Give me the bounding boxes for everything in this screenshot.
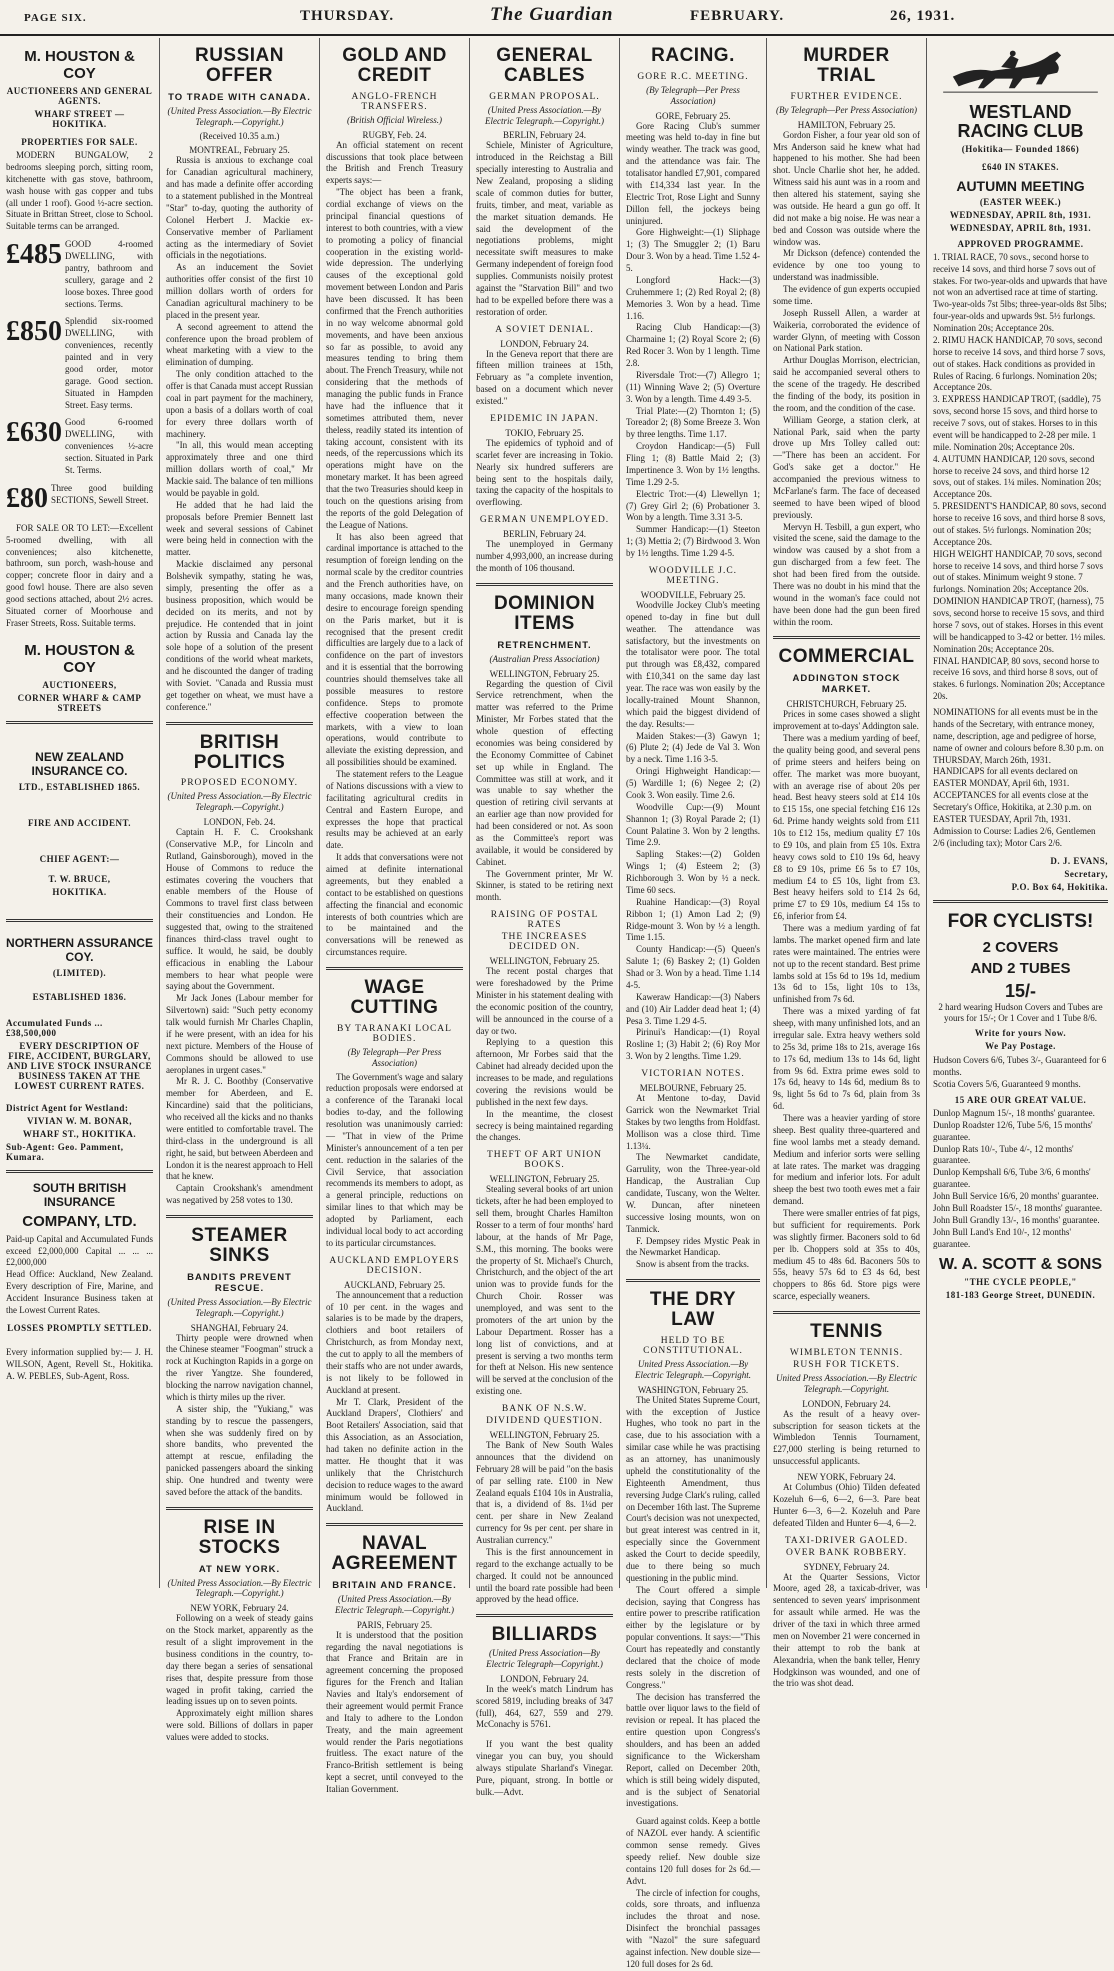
dateline: WASHINGTON, February 25. — [637, 1384, 749, 1395]
article-paragraph: This is the first announcement in regard to the exchange actually to be charged. It could not be announced until the board rate possible had been approved by the head office. — [476, 1546, 613, 1605]
chief-agent-name: T. W. BRUCE, — [48, 873, 111, 884]
divider — [773, 1311, 920, 1314]
subhead-proposed-economy: PROPOSED ECONOMY. — [180, 778, 299, 789]
scott-sons-heading: W. A. SCOTT & SONS — [939, 1256, 1102, 1274]
race-result: Sapling Stakes:—(2) Golden Wings 1; (4) Esteem 2; (3) Richborough 3. Won by ½ a neck. Time 60 secs. — [626, 849, 760, 895]
headline-tennis: TENNIS — [810, 1321, 883, 1343]
scott-address: 181-183 George Street, DUNEDIN. — [945, 1290, 1096, 1301]
cover-price-item: Dunlop Magnum 15/-, 18 months' guarantee. — [933, 1107, 1095, 1118]
houston-address: WHARF STREET — HOKITIKA. — [34, 109, 125, 129]
divider — [6, 1170, 153, 1173]
race-event: 5. PRESIDENT'S HANDICAP, 80 sovs, second horse to receive 16 sovs, and third horse 8 sovs, out of stakes. 5½ furlongs. Nomination 20s; Acceptance 20s. — [933, 501, 1107, 547]
district-agent-label: District Agent for Westland: — [6, 1102, 129, 1113]
divider — [6, 721, 153, 724]
property-for-sale-or-let: FOR SALE OR TO LET:—Excellent 5-roomed dwelling, with all conveniences; also kitchenette, bathroom, sun porch, wash-house and copper; concrete floor in dairy and a good fowl house. There are also seven good sections attached, about 2½ acres. Situated corner of Moorhouse and Fraser Streets, Ross. Suitable terms. — [6, 522, 153, 628]
race-result: Trial Plate:—(2) Thornton 1; (5) Toreador 2; (8) Some Breeze 3. Won by three lengths. Time 1.17. — [626, 405, 760, 440]
two-tubes: AND 2 TUBES — [970, 959, 1071, 977]
northern-established: ESTABLISHED 1836. — [32, 991, 127, 1002]
properties-heading: PROPERTIES FOR SALE. — [21, 137, 138, 147]
dateline: BERLIN, February 24. — [503, 529, 586, 540]
article-paragraph: A second agreement to attend the conference upon the broad problem of wheat marketing with a view to the elimination of dumping. — [166, 321, 313, 368]
article-paragraph: The Government printer, Mr W. Skinner, is stated to be retiring next month. — [476, 868, 613, 903]
advert-nazol-2: The circle of infection for coughs, colds, sore throats, and influenza includes the throat and nose. Disinfect the bronchial passages with "Nazol" the sure safeguard against infection. New double size—120 full doses for 2s 6d. — [626, 1887, 760, 1969]
approved-programme: APPROVED PROGRAMME. — [957, 238, 1084, 249]
source-line: (By Telegraph—Per Press Association) — [646, 84, 740, 106]
article-paragraph: The evidence of gun experts occupied some time. — [773, 284, 920, 306]
property-485 — [6, 239, 153, 310]
race-result: Ruahine Handicap:—(3) Royal Ribbon 1; (1) Amon Lad 2; (9) Ridge-mount 3. Won by ½ a length. Time 1.15. — [626, 896, 760, 943]
sub-agent: Sub-Agent: Geo. Pamment, Kumara. — [6, 1141, 124, 1162]
source-line: (United Press Association.—By Electric Telegraph.—Copyright.) — [167, 105, 312, 127]
article-paragraph: He added that he had laid the proposals before Premier Bennett last week and several sessions of Cabinet were being held in connection with the matter. — [166, 499, 313, 558]
article-paragraph: The unemployed in Germany number 4,993,000, an increase during the month of 106 thousand. — [476, 539, 613, 573]
race-result: Summer Handicap:—(1) Steeton 1; (3) Mettia 2; (7) Birdwood 3. Won by 1½ lengths. Time 1.29 4-5. — [626, 524, 760, 559]
stakes-total: £640 IN STAKES. — [981, 161, 1060, 172]
article-paragraph: Mr T. Clark, President of the Auckland Drapers', Clothiers' and Boot Retailers' Association, said that this Association, as an Association, had taken no definite action in the matter. He thought that it was unlikely that the Christchurch decision to reduce wages to the award minimum would be followed in Auckland. — [326, 1396, 463, 1514]
article-paragraph: The decision has transferred the battle over liquor laws to the field of revision or repeal. It has placed the entire question upon Congress's shoulders, and has been an added significance to the Wickersham Report, called on December 20th, which is still being widely disputed, and is the subject of Senatorial investigations. — [626, 1691, 760, 1809]
cover-price-item: Scotia Covers 5/6, Guaranteed 9 months. — [933, 1079, 1081, 1090]
subhead-bank-nsw: BANK OF N.S.W. — [501, 1404, 588, 1415]
article-paragraph: Approximately eight million shares were sold. Billions of dollars in paper values were added to stocks. — [166, 1708, 313, 1742]
source-line: United Press Association.—By Electric Telegraph.—Copyright. — [776, 1373, 917, 1394]
subhead-new-york: AT NEW YORK. — [198, 1563, 281, 1575]
source-line: (United Press Association.—By Electric Telegraph.—Copyright.) — [167, 1577, 312, 1599]
race-result: Oringi Highweight Handicap:—(5) Wardille 1; (6) Negee 2; (2) Cook 3. Won easily. Time 2.6. — [626, 766, 760, 800]
northern-limited: (LIMITED). — [52, 967, 107, 978]
chief-agent-label: CHIEF AGENT:— — [39, 853, 120, 864]
dateline: SYDNEY, February 24. — [803, 1561, 890, 1572]
headline-murder-trial: MURDER TRIAL — [803, 45, 890, 86]
column-6 — [767, 38, 927, 1689]
price-850: £850 — [6, 316, 62, 348]
article-paragraph: There was a mixed yarding of fat sheep, with many unfinished lots, and an irregular sale. Extra heavy wethers sold to 25s 3d, prime 18s to 21s, average 16s to 17s 6d, medium 13s to 14s 6d, light from 9s 6d. Extra prime ewes sold to 17s 6d, heavy to 14s 6d, medium 8s to 9s, light 5s 6d to 7s 6d, plain from 3s 6d. — [773, 1006, 920, 1112]
source-line: (Australian Press Association) — [489, 653, 600, 664]
article-paragraph: The announcement that a reduction of 10 per cent. in the wages and salaries is to be made by the drapers, clothiers and boot retailers of Christchurch, as from Monday next, the cut to apply to all the members of their staffs who are not under awards, is not likely to be followed in Auckland at present. — [326, 1289, 463, 1395]
losses-settled: LOSSES PROMPTLY SETTLED. — [7, 1322, 152, 1333]
article-paragraph: Snow is absent from the tracks. — [636, 1259, 749, 1270]
dateline: WELLINGTON, February 25. — [489, 1430, 600, 1441]
article-paragraph: Schiele, Minister of Agriculture, introduced in the Reichstag a Bill specially interesting to Australia and New Zealand, proposing a sliding scale of common duties for butter, fruits, timber, and meat, variable as the market situation demands. He said the development of the negotiations problems, might necessitate swift measures to make Germany independent of foreign food supplies. Communists noisily protest against the "Starvation Bill" and two had to be expelled before there was a restoration of order. — [476, 140, 613, 317]
race-result: Woodville Cup:—(9) Mount Shannon 1; (3) Royal Parade 2; (1) Count Palatine 3. Won by 2 lengths. Time 2.9. — [626, 801, 760, 848]
source-line: (By Telegraph—Per Press Association) — [347, 1046, 442, 1068]
dateline: PARIS, February 25. — [356, 1619, 433, 1630]
subhead-anglo-french: ANGLO-FRENCH TRANSFERS. — [351, 91, 438, 112]
article-paragraph: An official statement on recent discussions that took place between the British and French Treasury experts says:— — [326, 139, 463, 186]
divider — [773, 636, 920, 639]
article-paragraph: There were smaller entries of fat pigs, but sufficient for requirements. Pork was slightly firmer. Baconers sold to 6d per lb. Choppers sold at 35s to 40s, medium 45 to 48s 6d. Baconers 50s to 55s, heavy 57s 6d to £3 4s 6d, best choppers to 86s 6d. Store pigs were scarce, especially weaners. — [773, 1208, 920, 1302]
subhead-bank-robbery: OVER BANK ROBBERY. — [785, 1547, 908, 1558]
headline-steamer-sinks: STEAMER SINKS — [191, 1225, 288, 1266]
headline-rise-in-stocks: RISE IN STOCKS — [198, 1516, 281, 1558]
article-paragraph: Arthur Douglas Morrison, electrician, said he accompanied several others to the scene of the tragedy. He described the finding of the body, its position in the room, and the condition of the case. — [773, 355, 920, 413]
cover-price-item: John Bull Land's End 10/-, 12 months' guarantee. — [933, 1226, 1071, 1249]
cover-price-item: Dunlop Kempshall 6/6, Tube 3/6, 6 months' guarantee. — [933, 1167, 1091, 1190]
subhead-soviet-denial: A SOVIET DENIAL. — [495, 324, 594, 335]
property-485-desc: GOOD 4-roomed DWELLING, with pantry, bathroom and scullery, garage and 2 loose boxes. Three good sections. Terms. — [65, 239, 153, 309]
dateline: WELLINGTON, February 25. — [489, 1174, 600, 1185]
race-event: 2. RIMU HACK HANDICAP, 70 sovs, second horse to receive 14 sovs, and third horse 7 sovs, out of stakes. Hack conditions as provided in Rules of Racing. 6 furlongs. Nomination 20s; Acceptance 20s. — [933, 334, 1106, 393]
article-paragraph: The statement refers to the League of Nations discussions with a view to facilitating agricultural credits in Central and Eastern Europe, and expresses the hope that practical results may be achieved at an early date. — [326, 769, 463, 851]
wilson-agent-info: Every information supplied by:— J. H. WILSON, Agent, Revell St., Hokitika. A. W. PEBLES, Sub-Agent, Ross. — [6, 1346, 153, 1381]
meeting-date-1: WEDNESDAY, APRIL 8th, 1931. — [949, 209, 1092, 220]
subhead-rush-tickets: RUSH FOR TICKETS. — [793, 1360, 900, 1371]
race-result: County Handicap:—(5) Queen's Salute 1; (6) Baskey 2; (1) Golden Shad or 3. Won by a head. Time 1.14 4-5. — [626, 944, 760, 990]
article-paragraph: F. Dempsey rides Mystic Peak in the Newmarket Handicap. — [626, 1235, 760, 1258]
dateline: NEW YORK, February 24. — [190, 1603, 289, 1614]
newspaper-title: The Guardian — [490, 4, 614, 25]
subhead-gore-meeting: GORE R.C. MEETING. — [637, 71, 749, 82]
divider — [166, 1507, 313, 1510]
houston-auctioneers-2: AUCTIONEERS, — [42, 679, 117, 690]
subhead-auckland-employers: AUCKLAND EMPLOYERS DECISION. — [329, 1255, 460, 1276]
subhead-increases: THE INCREASES DECIDED ON. — [501, 932, 588, 953]
subhead-addington: ADDINGTON STOCK MARKET. — [792, 673, 901, 696]
subhead-epidemic-japan: EPIDEMIC IN JAPAN. — [490, 413, 599, 424]
dateline: MONTREAL, February 25. — [189, 145, 290, 156]
handicaps-note: HANDICAPS for all events declared on EASTER MONDAY, April 6th, 1931. — [933, 766, 1078, 789]
bonar-street: WHARF ST., HOKITIKA. — [22, 1128, 137, 1139]
page-number: PAGE SIX. — [24, 12, 87, 24]
column-2 — [160, 38, 320, 1742]
dateline: LONDON, February 24. — [500, 338, 589, 349]
secretary-box: P.O. Box 64, Hokitika. — [1011, 881, 1108, 892]
column-1-advertisements — [0, 38, 160, 1588]
divider — [6, 919, 153, 922]
race-result: Riversdale Trot:—(7) Allegro 1; (11) Winning Wave 2; (5) Overture 3. Won by a length. Time 4.49 3-5. — [626, 369, 760, 404]
article-paragraph: At Columbus (Ohio) Tilden defeated Kozeluh 6—6, 6—2, 6—3. Pare beat Hunter 6—3, 6—2. Kozeluh and Pare defeated Tilden and Hunter 6—4, 6—2. — [773, 1482, 920, 1528]
property-630-desc: Good 6-roomed DWELLING, with conveniences ½-acre section. Situated in Park St. Terms. — [65, 417, 153, 475]
subhead-postal-rates: RAISING OF POSTAL RATES — [490, 910, 599, 931]
property-80 — [6, 483, 153, 515]
source-line: (United Press Association.—By Electric Telegraph.—Copyright.) — [335, 1594, 454, 1615]
south-british-heading: SOUTH BRITISH INSURANCE — [32, 1180, 127, 1209]
dateline: LONDON, February 24. — [802, 1398, 891, 1409]
article-paragraph: Thirty people were drowned when the Chinese steamer "Foogman" struck a rock at Kuchington Rapids in a gorge on the river Yangtze. She foundered, blocking the narrow navigation channel, which is thirty miles up the river. — [166, 1332, 313, 1402]
race-result: Kaweraw Handicap:—(3) Nabers and (10) Air Ladder dead heat 1; (4) Pesa 3. Time 1.29 4-5. — [626, 991, 760, 1026]
race-result: Maiden Stakes:—(3) Gawyn 1; (6) Plute 2; (4) Jede de Val 3. Won by a neck. Time 1.16 3-5. — [626, 730, 760, 765]
dateline: BERLIN, February 24. — [503, 130, 586, 141]
houston-heading: M. HOUSTON & COY — [24, 48, 135, 82]
article-paragraph: It is understood that the position regarding the naval negotiations is that France and Britain are in agreement concerning the proposed figures for the French and Italian Navies and Italy's endorsement of their agreement would permit France and Italy to adhere to the London Treaty, and the main agreement would render the Paris negotiations fruitless. The exact nature of the Franco-British settlement is being kept a secret, until conveyed to the Italian Government. — [326, 1629, 463, 1795]
subhead-german-unemployed: GERMAN UNEMPLOYED. — [479, 515, 610, 526]
subhead-woodville: WOODVILLE J.C. MEETING. — [648, 565, 738, 586]
property-bungalow: MODERN BUNGALOW, 2 bedrooms sleeping porch, sitting room, kitchenette with gas stove, bathroom, wash house with gas copper and tubs (all under 1 roof). Good ½-acre section. Situate in Brittan Street, close to School. Suitable terms can be arranged. — [6, 150, 153, 232]
dateline: WELLINGTON, February 25. — [489, 668, 600, 679]
headline-general-cables: GENERAL CABLES — [496, 45, 593, 86]
divider — [626, 1279, 760, 1282]
for-cyclists-heading: FOR CYCLISTS! — [947, 910, 1094, 932]
cycle-price: 15/- — [1004, 980, 1037, 1001]
article-paragraph: Stealing several books of art union tickets, after he had been employed to sell them, brought Charles Hamilton Rosser to a term of four months' hard labour, at the hands of Mr Page, S.M., this morning. The books were the property of St. Michael's Church, Christchurch, and the object of the art union was to provide funds for the Church Choir. Rosser was unemployed, and was sent to the promoters of the art union by the Labour Department. Rosser has a long list of convictions, and at present is serving a two months term for theft at Nelson. His new sentence will be served at the conclusion of the existing one. — [476, 1184, 613, 1397]
subhead-britain-france: BRITAIN AND FRANCE. — [332, 1580, 457, 1592]
source-line: (United Press Association.—By Electric Telegraph.—Copyright.) — [167, 791, 312, 813]
houston-auctioneers: AUCTIONEERS AND GENERAL AGENTS. — [6, 86, 153, 106]
fire-accident: FIRE AND ACCIDENT. — [27, 817, 132, 828]
dateline: WOODVILLE, February 25. — [640, 589, 746, 600]
article-paragraph: As an inducement the Soviet authorities offer consist of the first 10 million dollars worth of orders for Canadian agricultural machinery to be placed in the present year. — [166, 262, 313, 320]
article-paragraph: Woodville Jockey Club's meeting opened to-day in fine but dull weather. The attendance was satisfactory, but the investments on the totalisator were poor. The total put through was £8,432, compared with £10,341 on the same day last year. The race was won easily by the locally-trained Mount Shannon, which paid the biggest dividend of the day. Results:— — [626, 599, 760, 729]
cover-price-item: Dunlop Rats 10/-, Tube 4/-, 12 months' guarantee. — [933, 1143, 1074, 1166]
article-paragraph: It adds that conversations were not aimed at definite international agreements, but they enabled a contact to be established on questions affecting the financial and economic interests of both countries which are to be maintained and the conversations will be renewed as circumstances require. — [326, 852, 463, 958]
article-paragraph: In the week's match Lindrum has scored 5819, including breaks of 347 (full), 464, 627, 559 and 279. McConachy is 5761. — [476, 1683, 613, 1730]
price-630: £630 — [6, 417, 62, 449]
article-paragraph: Regarding the question of Civil Service retrenchment, when the matter was referred to the Prime Minister, Mr Forbes stated that the whole question of effecting economies was being considered by the Economy Committee of Cabinet set up while in England. The Committee was still at work, and it was unable to say whether the question of retiring civil servants at an earlier age than now provided for had been considered or not. As soon as the Committee's report was available, it would be considered by Cabinet. — [476, 678, 613, 867]
dateline: AUCKLAND, February 25. — [344, 1279, 445, 1290]
article-paragraph: In the Geneva report that there are fifteen million trainees at 15th, February as "a complete invention, based on a document which never existed." — [476, 348, 613, 407]
article-paragraph: Mervyn H. Tesbill, a gun expert, who visited the scene, said the damage to the window was caused by a shot from a gun discharged from a few feet. The shot had been fired from the outside. There was no doubt in his mind that the wound in the woman's face could not have been done had the gun been fired within the room. — [773, 521, 920, 627]
race-result: Electric Trot:—(4) Llewellyn 1; (7) Grey Girl 2; (6) Probationer 3. Won by a length. Time 3.31 3-5. — [626, 488, 760, 523]
divider — [476, 583, 613, 586]
race-result: Racing Club Handicap:—(3) Charmaine 1; (2) Royal Score 2; (6) Red Rocer 3. Won by 1 length. Time 2.8. — [626, 322, 760, 369]
headline-gold-credit: GOLD AND CREDIT — [342, 45, 447, 86]
article-paragraph: Russia is anxious to exchange coal for Canadian agricultural machinery, and has made a definite offer according to a statement published in the Montreal "Star" to-day, quoting the authority of Colonel Herbert J. Mackie ex-Conservative member of Parliament acting as the intermediary of Soviet officials in the negotiations. — [166, 155, 313, 261]
price-80: £80 — [6, 482, 48, 514]
article-paragraph: Gore Racing Club's summer meeting was held to-day in fine but windy weather. The track was good, and the attendance was fair. The totalisator handled £7,901, compared with £14,334 last year. In the Electric Trot, Rose Light and Sunny Dillon fell, the jockeys being uninjured. — [626, 120, 760, 226]
write-now: Write for yours Now. — [974, 1028, 1067, 1039]
bonar-name: VIVIAN W. M. BONAR, — [26, 1115, 132, 1126]
race-event: 4. AUTUMN HANDICAP, 120 sovs, second horse to receive 24 sovs, and third horse 12 sovs, out of stakes. 1¼ miles. Nomination 20s; Acceptance 20s. — [933, 453, 1102, 500]
headline-british-politics: BRITISH POLITICS — [193, 731, 286, 773]
headline-naval-agreement: NAVAL AGREEMENT — [331, 1533, 458, 1575]
article-paragraph: The epidemics of typhoid and of scarlet fever are increasing in Tokio. Nearly six hundred sufferers are being sent to the hospitals daily, taxing the capacity of the hospitals to overflowing. — [476, 437, 613, 508]
chief-agent-town: HOKITIKA. — [52, 886, 107, 897]
dateline: TOKIO, February 25. — [505, 427, 584, 438]
cycle-offer: 2 hard wearing Hudson Covers and Tubes are yours for 15/-; Or 1 Cover and 1 Tube 8/6. — [938, 1001, 1103, 1024]
headline-wage-cutting: WAGE CUTTING — [350, 977, 439, 1018]
race-event: 3. EXPRESS HANDICAP TROT, (saddle), 75 sovs, second horse 15 sovs, and third horse to receive 7 sovs, out of stakes. Horses to in this event will be handicapped to 2-28 per mile. 1 mile. Nomination 20s; Acceptance 20s. — [933, 394, 1101, 452]
dateline: HAMILTON, February 25. — [797, 119, 896, 130]
nz-insurance-heading: NEW ZEALAND INSURANCE CO. — [31, 749, 128, 778]
race-result: Longford Hack:—(3) Cruhemmere 1; (2) Red Royal 2; (8) Memories 3. Won by a head. Time 1.16. — [626, 274, 760, 321]
dateline: RUGBY, Feb. 24. — [362, 129, 427, 140]
article-paragraph: Mr Jack Jones (Labour member for Silvertown) said: "Such petty economy talk would furnish Mr Charles Chaplin, if he were present, with an idea for his next picture. Members of the House of Commons should be allowed to use aeroplanes in urgent cases." — [166, 993, 313, 1075]
article-paragraph: The Government's wage and salary reduction proposals were endorsed at a conference of the Taranaki local bodies to-day, and the following resolution was unanimously carried:— "That in view of the Prime Minister's announcement of a ten per cent. reduction in the salaries of the Civil Service, that association recommends its members to adopt, as a general principle, reductions on similar lines to that which may be adopted by Parliament, each individual local body to act according to its particular circumstances. — [326, 1071, 463, 1248]
article-paragraph: Following on a week of steady gains on the Stock market, apparently as the result of a slight improvement in the business conditions in the country, to-day there began a series of sensational rises that, despite pressure from those waged in profit taking, carried the leading issues up on to seven points. — [166, 1613, 313, 1707]
masthead-date: 26, 1931. — [890, 8, 956, 24]
meeting-date-2: WEDNESDAY, APRIL 8th, 1931. — [949, 222, 1092, 233]
source-line: (By Telegraph—Per Press Association) — [776, 104, 917, 115]
cover-price-item: John Bull Roadster 15/-, 18 months' guarantee. — [933, 1202, 1103, 1213]
article-paragraph: There was a medium yarding of fat lambs. The market opened firm and late rates were maintained. The entries were not up to the recent standard. Best prime lambs sold at 15s 6d to 19s 1d, medium 13s 6d to 15s, light 10s to 13s, unfinished from 7s 6d. — [773, 923, 920, 1005]
south-british-company: COMPANY, LTD. — [22, 1212, 137, 1230]
source-line: (United Press Association—By Electric Telegraph—Copyright.) — [486, 1648, 603, 1669]
property-630 — [6, 417, 153, 476]
admission-note: Admission to Course: Ladies 2/6, Gentlemen 2/6 (including tax); Motor Cars 2/6. — [933, 825, 1096, 848]
secretary-title: Secretary, — [1064, 868, 1108, 879]
subhead-constitutional: HELD TO BE CONSTITUTIONAL. — [643, 1336, 743, 1357]
headline-dry-law: THE DRY LAW — [649, 1289, 737, 1331]
article-paragraph: At the Quarter Sessions, Victor Moore, aged 28, a taxicab-driver, was sentenced to seven years' imprisonment for assault while armed. He was the driver of the taxi in which three armed men on November 21 were concerned in their attempt to rob the bank at Alexandria, when the bank teller, Henry Hodgkinson was wounded, and one of the trio was shot dead. — [773, 1571, 920, 1689]
northern-description: EVERY DESCRIPTION OF FIRE, ACCIDENT, BURGLARY, AND LIVE STOCK INSURANCE BUSINESS TAKEN AT THE LOWEST CURRENT RATES. — [6, 1040, 153, 1091]
source-line: (United Press Association.—By Electric Telegraph.—Copyright.) — [167, 1296, 312, 1318]
houston-heading-2: M. HOUSTON & COY — [24, 641, 135, 676]
article-paragraph: Mackie disclaimed any personal Bolshevik sympathy, stating he was, simply, presenting the offer as a business proposition, which would be decided on its merits, and not by prejudice. He contended that in joint action by Russia and Canada lay the sole hope of a solution of the present conditions of the world wheat markets, and he discounted the danger of trading with Soviet. "Canada and Russia must get together on wheat, we must have a conference." — [166, 559, 313, 712]
article-paragraph: The United States Supreme Court, with the exception of Justice Hughes, who took no part in the case, due to his association with a similar case while he was practising as an attorney, has unanimously upheld the constitutionality of the Eighteenth Amendment, thus reversing Judge Clark's ruling, called on December 16th last. The Supreme Court's decision was not unexpected, but great interest was centred in it, especially since the Government asked the Court to decide speedily, due to there being so much questioning in the public mind. — [626, 1394, 760, 1583]
article-paragraph: At Mentone to-day, David Garrick won the Newmarket Trial Stakes by two lengths from Holdfast. Mollison was a close third. Time 1.13¼. — [626, 1093, 760, 1151]
dateline: CHRISTCHURCH, February 25. — [786, 699, 907, 710]
nominations-note: NOMINATIONS for all events must be in the hands of the Secretary, with entrance money, name, description, age and pedigree of horse, name of owner and colours before 8.30 p.m. on THURSDAY, March 26th, 1931. — [933, 707, 1104, 765]
article-paragraph: The Court offered a simple decision, saying that Congress has entire power to prescribe ratification either by the legislature or by popular conventions. It says:—"This Court has repeatedly and constantly declared that the choice of mode rests solely in the discretion of Congress." — [626, 1584, 760, 1690]
race-result: Pirinui's Handicap:—(1) Royal Rosline 1; (3) Habit 2; (6) Roy Mor 3. Won by 2 lengths. Time 1.29. — [626, 1027, 760, 1062]
article-paragraph: As the result of a heavy over-subscription for season tickets at the Wimbledon Tennis Tournament, £27,000 sterling is being returned to unsuccessful applicants. — [773, 1408, 920, 1467]
houston-corner: CORNER WHARF & CAMP STREETS — [17, 692, 142, 713]
two-covers: 2 COVERS — [982, 938, 1059, 956]
dateline: NEW YORK, February 24. — [797, 1472, 896, 1483]
article-paragraph: Joseph Russell Allen, a warder at Waikeria, corroborated the evidence of warder Glynn, of meeting with Cosson on National Park station. — [773, 307, 920, 354]
article-paragraph: "In all, this would mean accepting approximately three and one third million dollars worth of coal," Mr Mackie said. The balance of ten millions would be payable in gold. — [166, 440, 313, 498]
masthead — [0, 0, 1114, 36]
property-850 — [6, 316, 153, 411]
article-paragraph: William George, a station clerk, at National Park, said when the party drove up Mrs Tolley called out:—"There has been an accident. For God's sake get a doctor." He accompanied the previous witness to McFarlane's farm. The face of deceased seemed to have been wiped of blood previously. — [773, 414, 920, 520]
dateline: SHANGHAI, February 24. — [190, 1322, 289, 1333]
subhead-dividend: DIVIDEND QUESTION. — [486, 1416, 603, 1427]
price-485: £485 — [6, 239, 62, 271]
column-5 — [620, 38, 767, 1969]
subhead-theft-art-union: THEFT OF ART UNION BOOKS. — [487, 1150, 602, 1171]
headline-billiards: BILLIARDS — [491, 1624, 598, 1646]
cover-price-item: Hudson Covers 6/6, Tubes 3/-, Guaranteed for 6 months. — [933, 1055, 1107, 1078]
headline-dominion-items: DOMINION ITEMS — [493, 592, 596, 634]
race-event: DOMINION HANDICAP TROT, (harness), 75 sovs, second horse to receive 15 sovs, and third horse 7 sovs, out of stakes. Horses in this event will be handicapped to 3-42 or better. 1½ miles. Nomination 20s; Acceptance 20s. — [933, 596, 1106, 654]
race-event: HIGH WEIGHT HANDICAP, 70 sovs, second horse to receive 14 sovs, and third horse 7 sovs out of stakes. Minimum weight 9 stone. 7 furlongs. Nomination 20s; Acceptance 20s. — [933, 548, 1103, 595]
dateline: WELLINGTON, February 25. — [489, 956, 600, 967]
subhead-wimbleton: WIMBLETON TENNIS. — [789, 1348, 904, 1359]
divider — [166, 1215, 313, 1218]
great-value: 15 ARE OUR GREAT VALUE. — [954, 1094, 1087, 1105]
advert-nazol: Guard against colds. Keep a bottle of NAZOL ever handy. A scientific common sense remedy. Gives speedy relief. New double size contains 120 full doses for 2s 6d.—Advt. — [626, 1816, 760, 1886]
south-british-capital: Paid-up Capital and Accumulated Funds exceed £2,000,000 Capital ... ... ... £2,000,000 — [6, 1233, 153, 1268]
secretary-name: D. J. EVANS, — [1050, 855, 1108, 866]
race-result: Gore Highweight:—(1) Sliphage 1; (3) The Smuggler 2; (1) Baru Dour 3. Won by a head. Time 1.52 4-5. — [626, 227, 760, 274]
source-line: United Press Association.—By Electric Telegraph.—Copyright. — [635, 1359, 751, 1380]
article-paragraph: Replying to a question this afternoon, Mr Forbes said that the Cabinet had already decided upon the increases to be made, and regulations covering the revisions would be published in the next few days. — [476, 1037, 613, 1107]
divider — [476, 1614, 613, 1617]
subhead-further-evidence: FURTHER EVIDENCE. — [790, 91, 903, 102]
article-paragraph: Prices in some cases showed a slight improvement at to-days' Addington sale. — [773, 709, 920, 732]
article-paragraph: The only condition attached to the offer is that Canada must accept Russian coal in part payment for the machinery, upon a basis of a dollars worth of coal for every three dollars worth of machinery. — [166, 369, 313, 439]
received-time: (Received 10.35 a.m.) — [199, 131, 280, 142]
subhead-victorian-notes: VICTORIAN NOTES. — [641, 1069, 745, 1080]
subhead-trade-canada: TO TRADE WITH CANADA. — [168, 91, 311, 103]
property-80-desc: Three good building SECTIONS, Sewell Street. — [51, 482, 153, 505]
article-paragraph: "The object has been a frank, cordial exchange of views on the principal financial questions of interest to both countries, with a view to promoting a policy of financial cooperation in the existing world-wide depression. The underlying causes of the exceptional gold movement between London and Paris have been discussed. It has been confirmed that the French authorities in no way welcome abnormal gold movements, and have been anxious so far as possible, to avoid any measures tending to bring them about. The French Treasury, while not considering that the methods of managing the public funds in France have had the influence that it sometimes attributed them, never theless, readily stated its intention of taking account, consistent with its needs, of the repercussions which its operations might have on the monetary market. It has been agreed that the two Treasuries should keep in touch on the questions arising from the reports of the gold Delegation of the League of Nations. — [326, 187, 463, 530]
divider — [933, 900, 1108, 903]
racehorse-illustration — [933, 38, 1108, 96]
advert-vinegar: If you want the best quality vinegar you can buy, you should always stipulate Sharland's Vinegar. Pure, piquant, strong. In bottle or bulk.—Advt. — [476, 1739, 613, 1797]
cover-price-item: John Bull Service 16/6, 20 months' guarantee. — [933, 1191, 1099, 1202]
race-event: 1. TRIAL RACE, 70 sovs., second horse to receive 14 sovs, and third horse 7 sovs out of stakes. For two-year-olds and upwards that have not won an advertised race at time of starting. Two-year-olds 7st 5lbs; three-year-olds 8st 5lbs; four-year-olds and upwards 9st. 5½ furlongs. Nomination 20s; Acceptance 20s. — [933, 251, 1108, 334]
subhead-bandits: BANDITS PREVENT RESCUE. — [187, 1271, 292, 1294]
divider — [326, 1523, 463, 1526]
article-paragraph: The recent postal charges that were foreshadowed by the Prime Minister in his statement dealing with the economic position of the country, will be announced in the course of a day or two. — [476, 966, 613, 1036]
subhead-retrenchment: RETRENCHMENT. — [497, 639, 592, 651]
cycle-people: "THE CYCLE PEOPLE," — [964, 1277, 1077, 1288]
dateline: LONDON, February 24. — [500, 1673, 589, 1684]
we-pay-postage: We Pay Postage. — [985, 1041, 1056, 1052]
article-paragraph: It has also been agreed that cardinal importance is attached to the resumption of foreign lending on the normal scale by the creditor countries and the French authorities have, on many occasions, made known their desire to encourage foreign spending on the Paris market, but it is recognised that the present credit difficulties are largely due to a lack of confidence on the part of investors and it is essential that the borrowing countries should themselves take all possible measures to restore confidence. Steps to promote effective cooperation between the markets, with a view to loan operations, would contribute to alleviate the existing depression, and all possibilities should be examined. — [326, 531, 463, 768]
nz-insurance-established: LTD., ESTABLISHED 1865. — [18, 781, 141, 792]
cover-price-item: Dunlop Roadster 12/6, Tube 5/6, 15 months' guarantee. — [933, 1119, 1093, 1142]
article-paragraph: The Newmarket candidate, Garrulity, won the Three-year-old Handicap, the Australian Cup candidate, Tuscany, won the Welter. W. Duncan, after nineteen successive losing mounts, won on Tanmick. — [626, 1152, 760, 1234]
column-4 — [470, 38, 620, 1797]
article-paragraph: There was a medium yarding of beef, the quality being good, and several pens of prime steers and heifers being on offer. The market was more buoyant, with an average rise of about 20s per head. Best heavy steers sold at £14 10s to £15 15s, one special fetching £16 12s 6d. Prime handy weights sold from £11 10s to £12 15s, medium quality £7 10s to £9 10s, and plain from £5 10s. Extra heavy cows sold to £10 19s 6d, heavy £8 to £9 10s, prime £6 5s to £7 10s, medium £4 to £5 10s, light from £3. Best heavy heifers sold to £14 2s 6d, prime £7 to £9 10s, medium £4 15s to £6, inferior from £4. — [773, 733, 920, 922]
dateline: LONDON, Feb. 24. — [203, 817, 276, 828]
cover-price-item: John Bull Grandly 13/-, 16 months' guarantee. — [933, 1214, 1100, 1225]
dateline: MELBOURNE, February 25. — [639, 1083, 747, 1094]
south-british-head-office: Head Office: Auckland, New Zealand. Every description of Fire, Marine, and Accident Insurance Business taken at the Lowest Current Rates. — [6, 1269, 153, 1315]
subhead-taranaki: BY TARANAKI LOCAL BODIES. — [337, 1023, 452, 1044]
article-paragraph: Mr R. J. C. Boothby (Conservative member for Aberdeen, and E. Kincardine) said that the politicians, who received all the kicks and no thanks were entitled to comfortable travel. The third-class in the underground is all right, he said, but between Aberdeen and London it is the nearest approach to Hell that he knew. — [166, 1076, 313, 1182]
northern-funds: Accumulated Funds ... £38,500,000 — [6, 1017, 103, 1038]
article-paragraph: Mr Dickson (defence) contended the evidence by one too young to understand was inadmissible. — [773, 248, 920, 283]
subhead-german-proposal: GERMAN PROPOSAL. — [489, 91, 600, 102]
dateline: GORE, February 25. — [655, 110, 731, 121]
article-paragraph: The Bank of New South Wales announces that the dividend on February 28 will be paid "on the basis of par selling rate. £100 in New Zealand equals £104 10s in Australia, that is, a dividend of 8s. 1¼d per cent. per share in New Zealand currency for 9s per cent. per share in Australian currency." — [476, 1440, 613, 1546]
race-result: Croydon Handicap:—(5) Full Fling 1; (8) Battle Maid 2; (3) Impertinence 3. Won by 1½ lengths. Time 1.29 2-5. — [626, 441, 760, 487]
headline-commercial: COMMERCIAL — [778, 646, 915, 668]
headline-racing: RACING. — [651, 45, 735, 66]
source-line: (British Official Wireless.) — [347, 114, 442, 125]
source-line: (United Press Association.—By Electric Telegraph.—Copyright.) — [485, 104, 604, 126]
masthead-month: FEBRUARY. — [690, 8, 785, 24]
column-7-advertisements — [927, 38, 1114, 1588]
headline-russian-offer: RUSSIAN OFFER — [194, 45, 284, 86]
northern-assurance-heading: NORTHERN ASSURANCE COY. — [6, 935, 153, 964]
masthead-day: THURSDAY. — [300, 8, 395, 24]
divider — [166, 722, 313, 725]
acceptances-note: ACCEPTANCES for all events close at the Secretary's Office, Hokitika, at 2.30 p.m. on EASTER TUESDAY, April 7th, 1931. — [933, 790, 1092, 824]
divider — [326, 967, 463, 970]
article-paragraph: Captain Crookshank's amendment was negatived by 258 votes to 130. — [166, 1183, 313, 1206]
easter-week: (EASTER WEEK.) — [979, 196, 1062, 207]
article-paragraph: There was a heavier yarding of store sheep. Best quality three-quartered and fine wool lambs met a steady demand. Medium and inferior sorts were selling at late rates. The market was dragging for medium and inferior lots. For adult sheep the best two tooth ewes met a fair demand. — [773, 1113, 920, 1207]
article-paragraph: Captain H. F. C. Crookshank (Conservative M.P., for Lincoln and Rutland, Gainsborough), moved in the House of Commons to reduce the estimates covering the vouchers that enable members of the House of Commons to travel first class between their constituencies and London. He suggested that, owing to the straitened finances third-class travel ought to suffice. It would, he said, be doubly efficacious in enabling the Labour members to hear what people were saying about the Government. — [166, 827, 313, 992]
race-event: FINAL HANDICAP, 80 sovs, second horse to receive 16 sovs, and third horse 8 sovs, out of stakes. 6 furlongs. Nomination 20s; Acceptance 20s. — [933, 655, 1105, 702]
subhead-taxi-driver: TAXI-DRIVER GAOLED. — [784, 1535, 909, 1546]
article-paragraph: In the meantime, the closest secrecy is being maintained regarding the changes. — [476, 1108, 613, 1143]
article-paragraph: A sister ship, the "Yukiang," was standing by to rescue the passengers, when she was suddenly fired on by shore bandits, who prevented the attempt at rescue, enfilading the panicked passengers aboard the sinking ship. One hundred and twenty were saved before the attack of the bandits. — [166, 1403, 313, 1497]
westland-racing-club-heading: WESTLAND RACING CLUB — [957, 102, 1084, 141]
founded-line: (Hokitika— Founded 1866) — [961, 143, 1080, 154]
property-850-desc: Splendid six-roomed DWELLING, with conveniences, recently painted and in very good order, motor garage. Good section. Situated in Hampden Street. Easy terms. — [65, 316, 153, 410]
column-3 — [320, 38, 470, 1795]
autumn-meeting: AUTUMN MEETING — [956, 177, 1085, 194]
article-paragraph: Gordon Fisher, a four year old son of Mrs Anderson said he knew what had happened to his mother. She had been shot. Uncle Charlie shot her, he added. Witness said his aunt was in a room and then altered his statement, saying she was outside. He heard a gun go off. It did not make a big noise. He was near a bed and Cosson was outside where the window was. — [773, 129, 920, 247]
